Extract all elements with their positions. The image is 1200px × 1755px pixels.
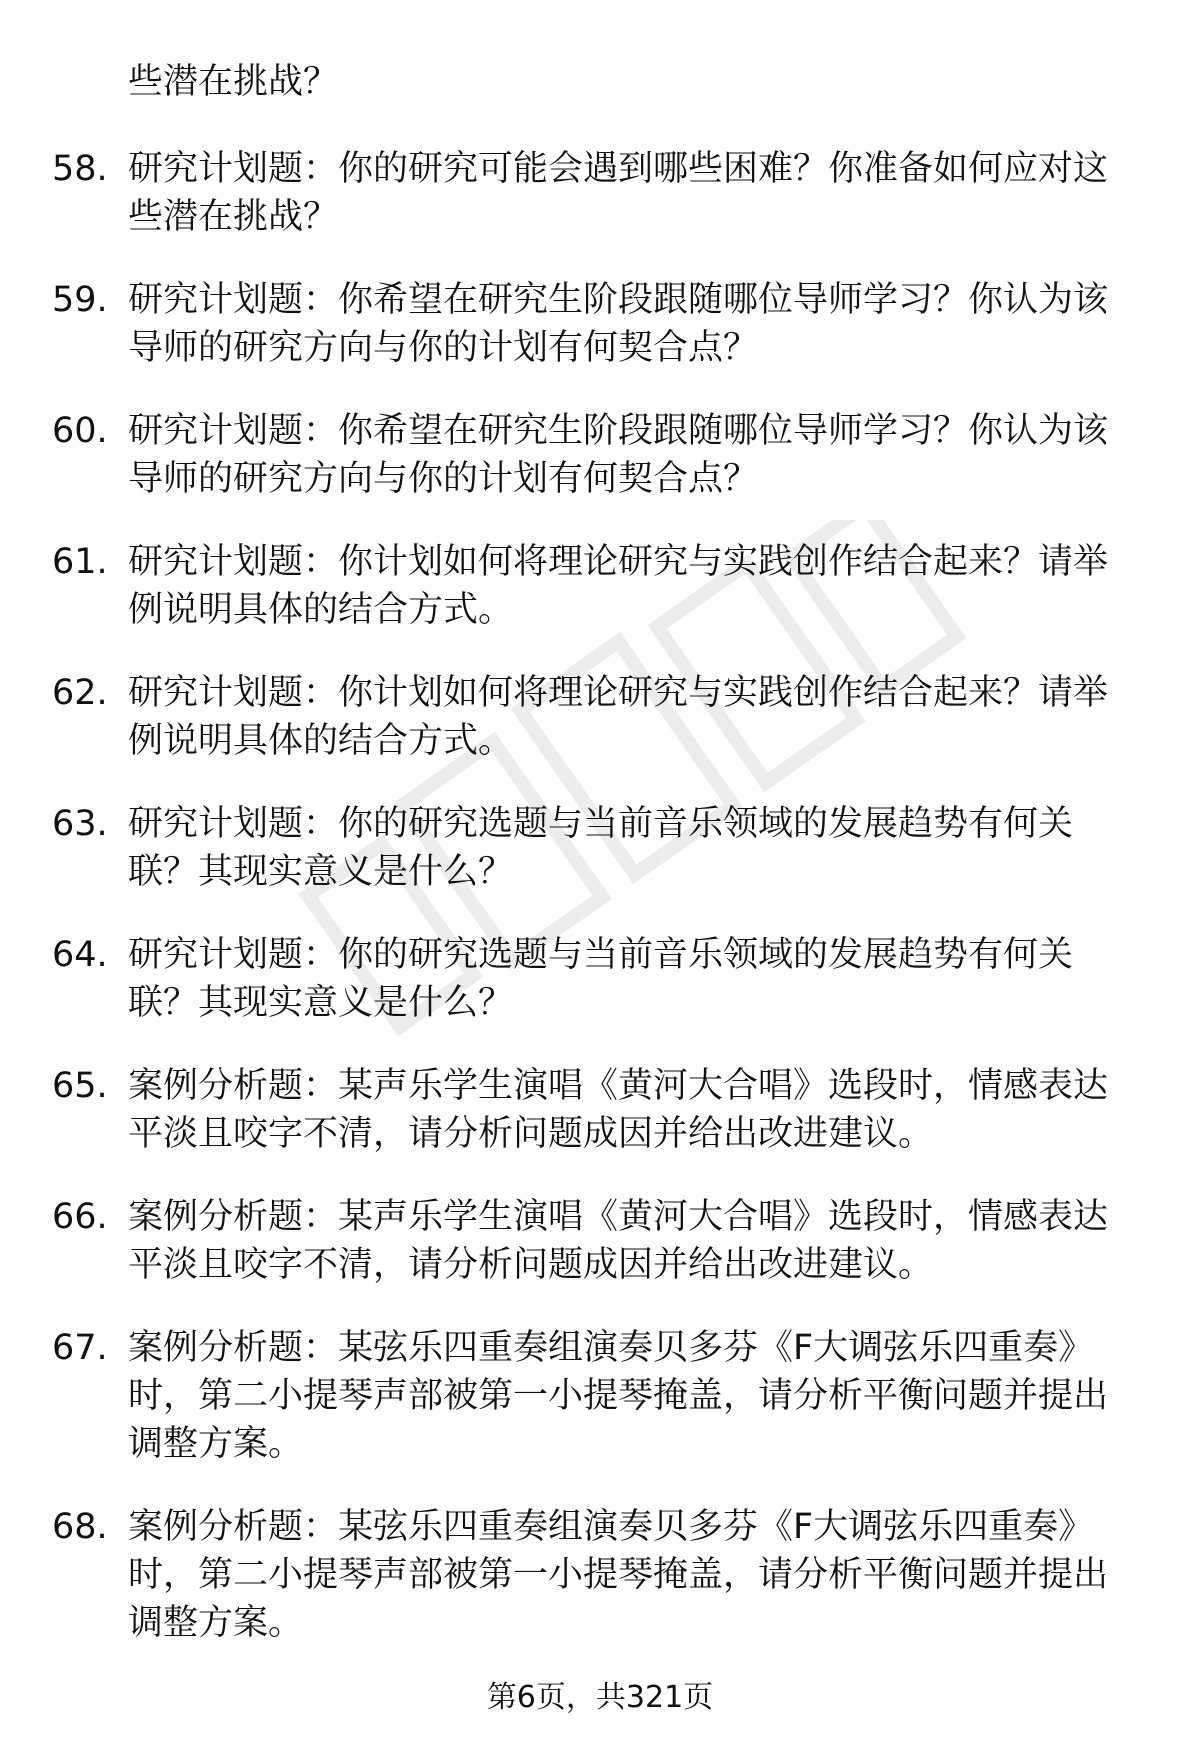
question-text: 研究计划题：你计划如何将理论研究与实践创作结合起来？请举例说明具体的结合方式。: [128, 673, 1109, 761]
question-number: 66.: [52, 1197, 108, 1237]
question-number: 59.: [52, 280, 108, 320]
question-number: 60.: [52, 411, 108, 451]
list-item: [0, 538, 1200, 634]
question-number: 63.: [52, 804, 108, 844]
question-text: 研究计划题：你希望在研究生阶段跟随哪位导师学习？你认为该导师的研究方向与你的计划有何契合点？: [128, 280, 1109, 368]
list-item: [0, 1062, 1200, 1158]
question-text: 研究计划题：你的研究选题与当前音乐领域的发展趋势有何关联？其现实意义是什么？: [128, 804, 1074, 892]
question-text: 案例分析题：某声乐学生演唱《黄河大合唱》选段时，情感表达平淡且咬字不清，请分析问题成因并给出改进建议。: [128, 1197, 1109, 1285]
question-number: 62.: [52, 673, 108, 713]
list-item: [0, 1324, 1200, 1468]
question-number: 65.: [52, 1066, 108, 1106]
question-text: 案例分析题：某声乐学生演唱《黄河大合唱》选段时，情感表达平淡且咬字不清，请分析问题成因并给出改进建议。: [128, 1066, 1109, 1154]
question-text: 研究计划题：你的研究选题与当前音乐领域的发展趋势有何关联？其现实意义是什么？: [128, 935, 1074, 1023]
question-list: [0, 145, 1200, 1682]
list-item: [0, 1503, 1200, 1647]
question-number: 61.: [52, 542, 108, 582]
list-item: [0, 407, 1200, 503]
page-footer: [0, 1678, 1200, 1718]
list-item: [0, 800, 1200, 896]
question-text: 研究计划题：你计划如何将理论研究与实践创作结合起来？请举例说明具体的结合方式。: [128, 542, 1109, 630]
question-number: 67.: [52, 1328, 108, 1368]
list-item: [0, 669, 1200, 765]
continued-question-fragment: 些潜在挑战？: [128, 62, 339, 102]
question-text: 研究计划题：你希望在研究生阶段跟随哪位导师学习？你认为该导师的研究方向与你的计划有何契合点？: [128, 411, 1109, 499]
list-item: [0, 145, 1200, 241]
page-number-label: 第6页，共321页: [486, 1680, 714, 1715]
list-item: [0, 931, 1200, 1027]
question-number: 64.: [52, 935, 108, 975]
list-item: [0, 276, 1200, 372]
question-number: 68.: [52, 1507, 108, 1547]
question-number: 58.: [52, 149, 108, 189]
list-item: [0, 1193, 1200, 1289]
question-text: 案例分析题：某弦乐四重奏组演奏贝多芬《F大调弦乐四重奏》时，第二小提琴声部被第一小提琴掩盖，请分析平衡问题并提出调整方案。: [128, 1328, 1109, 1464]
question-text: 研究计划题：你的研究可能会遇到哪些困难？你准备如何应对这些潜在挑战？: [128, 149, 1109, 237]
question-text: 案例分析题：某弦乐四重奏组演奏贝多芬《F大调弦乐四重奏》时，第二小提琴声部被第一小提琴掩盖，请分析平衡问题并提出调整方案。: [128, 1507, 1109, 1643]
